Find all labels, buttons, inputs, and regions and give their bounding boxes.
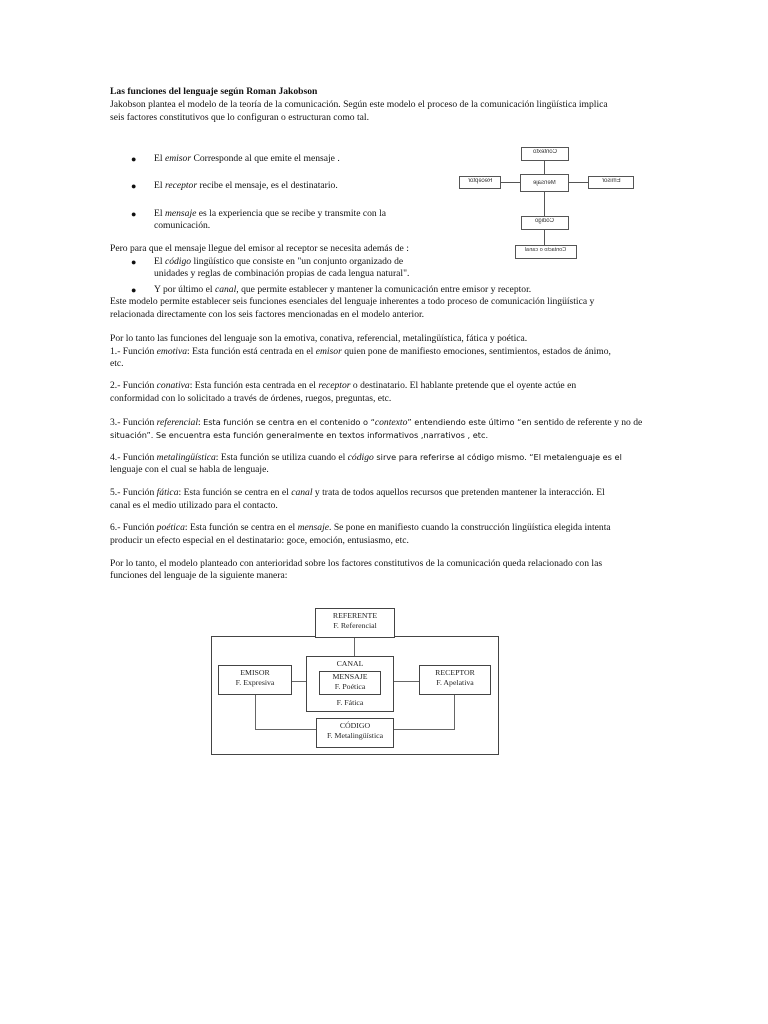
function-term: referencial (156, 417, 199, 428)
functions-intro: Por lo tanto las funciones del lenguaje son la emotiva, conativa, referencial, metalingüística, fática y poética. (110, 333, 528, 344)
box-title: EMISOR (240, 668, 270, 677)
bullet-term: receptor (164, 180, 198, 191)
transition-text: Pero para que el mensaje llegue del emisor al receptor se necesita además de : (110, 243, 409, 254)
bullet-codigo (154, 256, 403, 268)
text-run: : Esta función se centra en el (178, 487, 292, 498)
text-run: : Esta función se centra en el (184, 522, 298, 533)
bullet-dot: ● (131, 181, 137, 191)
function-term: conativa (156, 380, 190, 391)
bullet-text: , que permite establecer y mantener la comunicación entre emisor y receptor. (236, 284, 532, 295)
intro-line-1: Jakobson plantea el modelo de la teoría de la comunicación. Según este modelo el proceso de la comunicación lingüística implica (110, 99, 608, 110)
factor-term: receptor (318, 380, 351, 391)
bullet-canal (154, 284, 531, 296)
box-function: F. Fática (336, 698, 364, 707)
text-run: 4.- Función (110, 452, 157, 463)
text-run: do de referente y no de (554, 417, 643, 428)
function-referencial (110, 416, 658, 429)
function-conativa (110, 380, 658, 392)
text-run: sirve para referirse al código mismo. “El metalenguaje es el (373, 452, 622, 462)
box-function: F. Apelativa (436, 678, 474, 687)
function-emotiva (110, 346, 658, 358)
text-run: Esta función se centra en el contenido o “ (203, 417, 375, 427)
text-run: quien pone de manifiesto emociones, sentimientos, estados de ánimo, (341, 346, 611, 357)
box-function: F. Expresiva (235, 678, 275, 687)
connector-line (544, 229, 545, 245)
box-codigo (316, 718, 394, 748)
text-run: : Esta función esta centrada en el (189, 380, 319, 391)
small-box-mensaje (520, 174, 569, 192)
function-term: poética (156, 522, 185, 533)
function-metalinguistica (110, 451, 658, 464)
bullet-emisor (154, 153, 340, 165)
box-receptor (419, 665, 491, 695)
small-box-label: Receptor (467, 178, 493, 184)
box-function: F. Poética (334, 682, 366, 691)
function-poetica (110, 522, 658, 534)
bullet-text: Y por último el (154, 284, 215, 295)
small-box-receptor (459, 176, 501, 189)
text-run: ” entendiendo este último “en senti (407, 417, 555, 427)
function-term: emotiva (156, 346, 188, 357)
box-referente (315, 608, 395, 638)
factor-term: contexto (374, 417, 408, 428)
factor-term: mensaje (297, 522, 330, 533)
box-title: CÓDIGO (339, 721, 371, 730)
bullet-text: El (154, 256, 165, 267)
text-run: . Se pone en manifiesto cuando la construcción lingüística elegida intenta (329, 522, 611, 533)
connector-line (454, 695, 455, 729)
text-run: y trata de todos aquellos recursos que pretenden mantener la interacción. El (312, 487, 605, 498)
bullet-term: código (164, 256, 192, 267)
bullet-codigo-cont: unidades y reglas de combinación propias de cada lengua natural". (154, 268, 410, 279)
box-canal (306, 656, 394, 712)
text-run: : (198, 417, 204, 428)
function-term: fática (156, 487, 179, 498)
connector-line (568, 182, 588, 183)
small-box-label: Mensaje (533, 180, 556, 186)
box-title: MENSAJE (332, 672, 368, 681)
text-run: : Esta función se utiliza cuando el (215, 452, 348, 463)
box-function: F. Metalingüística (326, 731, 384, 740)
text-run: o destinatario. El hablante pretende que el oyente actúe en (350, 380, 577, 391)
connector-line (393, 681, 419, 682)
bullet-text: El (154, 153, 165, 164)
function-fatica (110, 487, 658, 499)
connector-line (500, 182, 520, 183)
bullet-mensaje (154, 208, 386, 220)
function-fatica-cont: canal es el medio utilizado para el contacto. (110, 500, 278, 511)
bullet-text: Corresponde al que emite el mensaje . (191, 153, 340, 164)
bullet-text: lingüístico que consiste en "un conjunto organizado de (191, 256, 404, 267)
text-run: : Esta función está centrada en el (187, 346, 316, 357)
bullet-text: recibe el mensaje, es el destinatario. (197, 180, 338, 191)
bullet-dot: ● (131, 154, 137, 164)
conclusion-line-2: funciones del lenguaje de la siguiente manera: (110, 570, 288, 581)
bullet-receptor (154, 180, 338, 192)
small-box-emisor (588, 176, 634, 189)
connector-line (255, 695, 256, 729)
text-run: 2.- Función (110, 380, 157, 391)
factor-term: código (347, 452, 374, 463)
document-title: Las funciones del lenguaje según Roman Jakobson (110, 86, 318, 97)
bullet-text: El (154, 180, 165, 191)
function-term: metalingüística (156, 452, 216, 463)
function-poetica-cont: producir un efecto especial en el destinatario: goce, emoción, entusiasmo, etc. (110, 535, 409, 546)
box-title: REFERENTE (332, 611, 378, 620)
factor-term: emisor (315, 346, 342, 357)
connector-line (544, 191, 545, 216)
small-box-canal (515, 245, 577, 259)
bullet-text: es la experiencia que se recibe y transmite con la (196, 208, 387, 219)
bullet-text: El (154, 208, 165, 219)
text-run: 3.- Función (110, 417, 157, 428)
bullet-mensaje-cont: comunicación. (154, 220, 211, 231)
small-box-label: Emisor (601, 178, 621, 184)
bullet-term: canal (214, 284, 237, 295)
function-emotiva-cont: etc. (110, 358, 124, 369)
intro-line-2: seis factores constitutivos que lo configuran o estructuran como tal. (110, 112, 369, 123)
model-line-1: Este modelo permite establecer seis funciones esenciales del lenguaje inherentes a todo proceso de comunicación lingüística y (110, 296, 595, 307)
bullet-dot: ● (131, 209, 137, 219)
text-run: 5.- Función (110, 487, 157, 498)
small-box-context (521, 147, 569, 161)
small-box-label: Código (535, 218, 555, 224)
box-title: RECEPTOR (435, 668, 475, 677)
bullet-dot: ● (131, 285, 137, 295)
connector-line (255, 729, 316, 730)
function-conativa-cont: conformidad con lo solicitado a través de órdenes, ruegos, preguntas, etc. (110, 393, 392, 404)
small-box-label: Contacto o canal (525, 247, 567, 253)
small-box-codigo (521, 216, 569, 230)
bullet-term: mensaje (164, 208, 197, 219)
box-function: F. Referencial (333, 621, 377, 630)
text-run: 1.- Función (110, 346, 157, 357)
box-title: CANAL (336, 659, 364, 668)
connector-line (290, 681, 306, 682)
model-line-2: relacionada directamente con los seis factores mencionadas en el modelo anterior. (110, 309, 425, 320)
function-referencial-cont: situación”. Se encuentra esta función generalmente en textos informativos ,narrativos , etc. (110, 430, 489, 440)
small-box-label: Contexto (532, 149, 557, 155)
bullet-dot: ● (131, 257, 137, 267)
connector-line (393, 729, 455, 730)
bullet-term: emisor (164, 153, 192, 164)
box-mensaje (319, 671, 381, 695)
text-run: 6.- Función (110, 522, 157, 533)
conclusion-line-1: Por lo tanto, el modelo planteado con anterioridad sobre los factores constitutivos de la comunicación queda relacionado con las (110, 558, 603, 569)
factor-term: canal (291, 487, 313, 498)
connector-line (354, 636, 355, 656)
box-emisor (218, 665, 292, 695)
function-metalinguistica-cont: lenguaje con el cual se habla de lenguaje. (110, 464, 269, 475)
